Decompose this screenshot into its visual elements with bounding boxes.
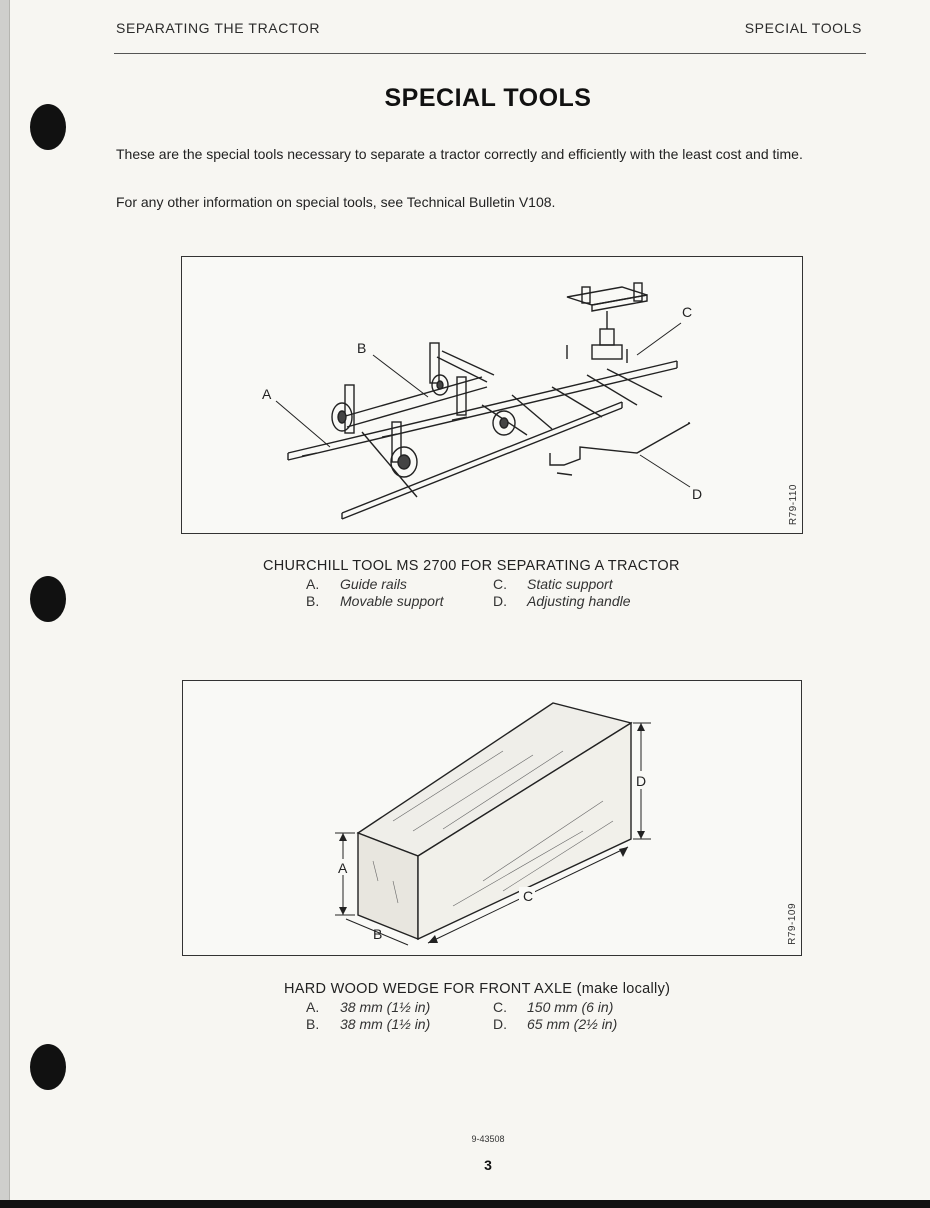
figure2-ref-code: R79-109 (787, 903, 798, 945)
label-c: C (682, 304, 693, 320)
label-a: A (262, 386, 272, 402)
legend-item-b (306, 1016, 430, 1032)
adjusting-handle (550, 423, 690, 475)
legend-text: 38 mm (1½ in) (340, 1016, 431, 1032)
punch-hole-middle (30, 576, 66, 622)
legend-item-c (493, 999, 613, 1015)
legend-text: 150 mm (6 in) (527, 999, 614, 1015)
legend-letter: B. (306, 1016, 320, 1032)
label-d: D (692, 486, 703, 502)
churchill-tool-drawing (182, 257, 802, 533)
legend-letter: C. (493, 576, 507, 592)
header-chapter-title: SPECIAL TOOLS (744, 20, 862, 36)
header-rule (114, 53, 866, 54)
page-title: SPECIAL TOOLS (384, 84, 592, 112)
label-a: A (338, 860, 348, 876)
binder-edge (0, 0, 9, 1208)
punch-hole-bottom (30, 1044, 66, 1090)
legend-text: Adjusting handle (527, 593, 631, 609)
binder-edge-line (9, 0, 10, 1208)
header-section-title: SEPARATING THE TRACTOR (116, 20, 321, 36)
movable-support (332, 343, 515, 477)
reference-paragraph: For any other information on special tools, see Technical Bulletin V108. (116, 194, 556, 210)
legend-text: 65 mm (2½ in) (527, 1016, 618, 1032)
figure-wood-wedge (182, 680, 802, 956)
document-number: 9-43508 (471, 1134, 505, 1144)
legend-letter: D. (493, 1016, 507, 1032)
legend-item-a (306, 999, 430, 1015)
label-b: B (357, 340, 367, 356)
label-b: B (373, 926, 383, 942)
label-d: D (636, 773, 647, 789)
legend-text: Static support (527, 576, 613, 592)
wood-wedge-drawing (183, 681, 801, 955)
legend-letter: C. (493, 999, 507, 1015)
legend-letter: B. (306, 593, 320, 609)
intro-paragraph: These are the special tools necessary to separate a tractor correctly and efficiently with the least cost and time. (116, 146, 803, 162)
legend-item-b (306, 593, 444, 609)
legend-letter: A. (306, 576, 320, 592)
legend-item-d (493, 593, 631, 609)
legend-text: Movable support (340, 593, 444, 609)
bottom-edge-bar (0, 1200, 930, 1208)
figure1-caption: CHURCHILL TOOL MS 2700 FOR SEPARATING A TRACTOR (263, 558, 680, 574)
legend-item-d (493, 1016, 617, 1032)
legend-item-a (306, 576, 407, 592)
figure1-ref-code: R79-110 (788, 483, 799, 525)
wedge-body (358, 703, 631, 939)
figure-churchill-tool (181, 256, 803, 534)
page-number: 3 (484, 1157, 492, 1173)
legend-letter: D. (493, 593, 507, 609)
legend-text: 38 mm (1½ in) (340, 999, 431, 1015)
legend-letter: A. (306, 999, 320, 1015)
figure2-caption: HARD WOOD WEDGE FOR FRONT AXLE (make locally) (284, 981, 671, 997)
static-support (567, 283, 647, 363)
label-c: C (523, 888, 534, 904)
legend-item-c (493, 576, 613, 592)
legend-text: Guide rails (340, 576, 407, 592)
